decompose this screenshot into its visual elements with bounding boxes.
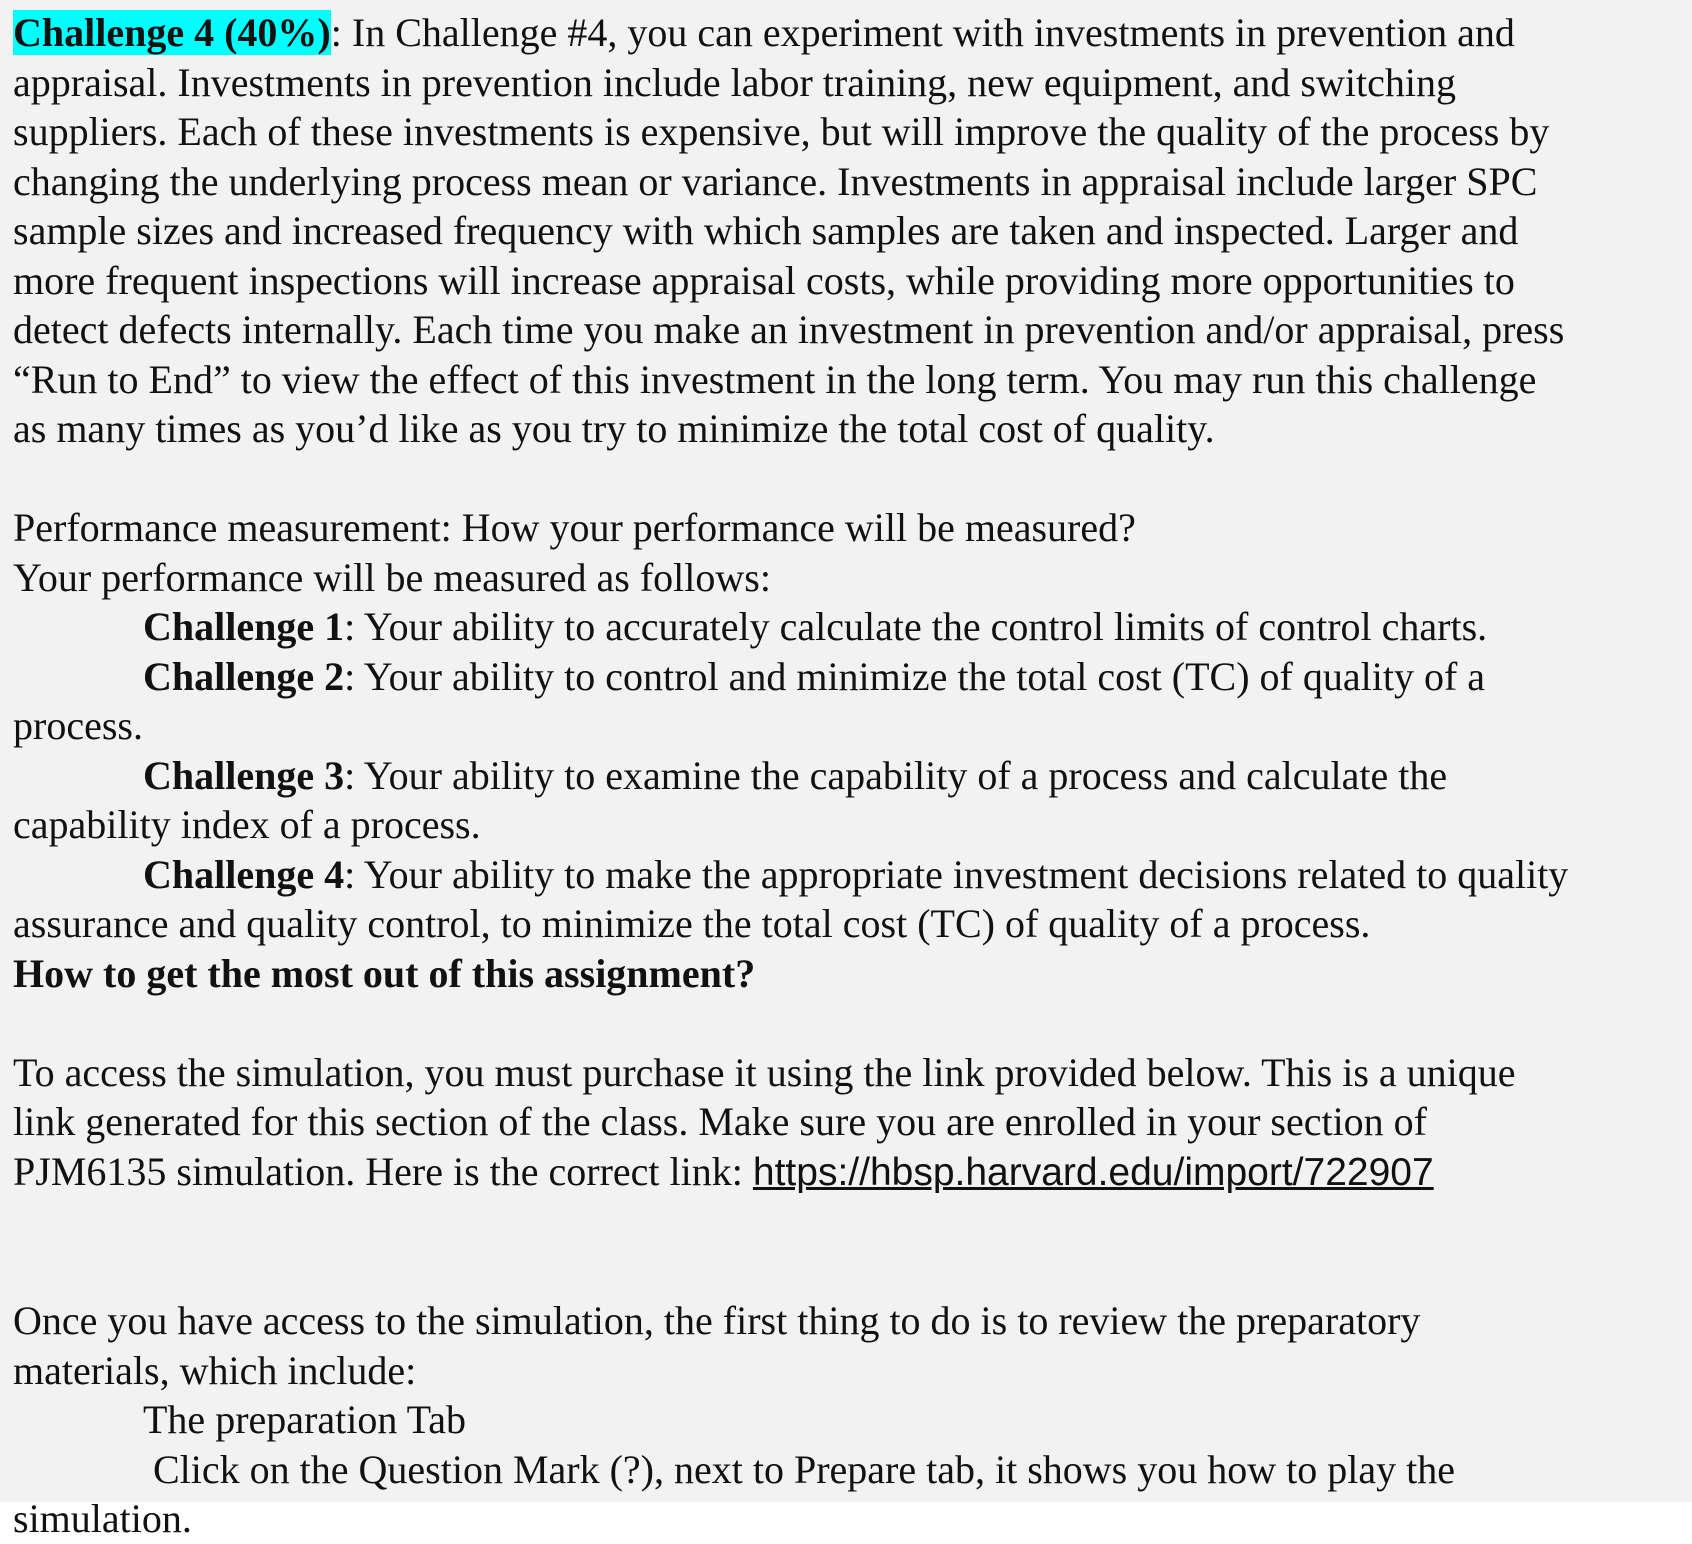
access-text-line: To access the simulation, you must purchase it using the link provided below. This is a unique	[13, 1049, 1516, 1095]
intro-text-line: detect defects internally. Each time you make an investment in prevention and/or appraisal, press	[13, 307, 1565, 352]
challenge-description-continued: capability index of a process.	[13, 802, 481, 847]
intro-text-line: as many times as you’d like as you try to minimize the total cost of quality.	[13, 406, 1215, 451]
performance-item-challenge-4	[13, 850, 1683, 900]
intro-line-1	[13, 8, 1683, 58]
performance-intro: Your performance will be measured as follows:	[13, 554, 771, 600]
challenge-description: : Your ability to accurately calculate the control limits of control charts.	[344, 604, 1488, 649]
access-text-line-with-link	[13, 1147, 1683, 1198]
challenge-label: Challenge 2	[143, 653, 345, 699]
performance-item-challenge-2	[13, 652, 1683, 702]
access-paragraph	[13, 1048, 1683, 1198]
simulation-link[interactable]: https://hbsp.harvard.edu/import/722907	[752, 1150, 1434, 1194]
howto-heading-text: How to get the most out of this assignment?	[13, 950, 756, 996]
intro-text-line: appraisal. Investments in prevention include labor training, new equipment, and switching	[13, 59, 1456, 105]
materials-item: Click on the Question Mark (?), next to Prepare tab, it shows you how to play the	[153, 1446, 1455, 1492]
challenge4-highlight-label: Challenge 4 (40%)	[13, 10, 331, 55]
challenge-label: Challenge 4	[143, 851, 345, 897]
review-text-line: materials, which include:	[13, 1347, 417, 1393]
challenge-description: : Your ability to examine the capability of a process and calculate the	[344, 752, 1448, 798]
performance-heading: Performance measurement: How your performance will be measured?	[13, 505, 1136, 550]
performance-item-challenge-3	[13, 751, 1683, 801]
spacer	[13, 998, 1683, 1048]
access-text-line: link generated for this section of the class. Make sure you are enrolled in your section of	[13, 1099, 1428, 1144]
intro-text-line: sample sizes and increased frequency with which samples are taken and inspected. Larger and	[13, 208, 1519, 253]
intro-text-line: changing the underlying process mean or variance. Investments in appraisal include larger SPC	[13, 158, 1538, 204]
review-text-line: Once you have access to the simulation, the first thing to do is to review the preparatory	[13, 1298, 1421, 1343]
spacer	[13, 1197, 1683, 1247]
intro-text-line: : In Challenge #4, you can experiment with investments in prevention and	[330, 10, 1515, 55]
access-link-prefix: PJM6135 simulation. Here is the correct link:	[13, 1148, 753, 1194]
challenge-label: Challenge 1	[143, 604, 345, 649]
document-body	[13, 8, 1683, 1544]
materials-item: The preparation Tab	[143, 1397, 466, 1442]
materials-list	[13, 1395, 1683, 1544]
materials-item-continued: simulation.	[13, 1496, 192, 1541]
challenge-description: : Your ability to control and minimize the total cost (TC) of quality of a	[344, 653, 1486, 699]
challenge-description-continued: assurance and quality control, to minimize the total cost (TC) of quality of a process.	[13, 901, 1371, 946]
performance-item-challenge-1	[13, 602, 1683, 652]
spacer	[13, 1247, 1683, 1297]
intro-text-line: “Run to End” to view the effect of this investment in the long term. You may run this challenge	[13, 356, 1537, 402]
challenge-label: Challenge 3	[143, 752, 345, 798]
challenge4-intro-paragraph	[13, 8, 1683, 454]
intro-text-line: suppliers. Each of these investments is expensive, but will improve the quality of the process by	[13, 109, 1550, 154]
performance-list	[13, 602, 1683, 949]
howto-heading	[13, 949, 1683, 999]
intro-text-line: more frequent inspections will increase appraisal costs, while providing more opportunities to	[13, 257, 1515, 303]
spacer	[13, 454, 1683, 504]
review-paragraph	[13, 1296, 1683, 1395]
challenge-description: : Your ability to make the appropriate investment decisions related to quality	[344, 851, 1569, 897]
challenge-description-continued: process.	[13, 703, 143, 748]
